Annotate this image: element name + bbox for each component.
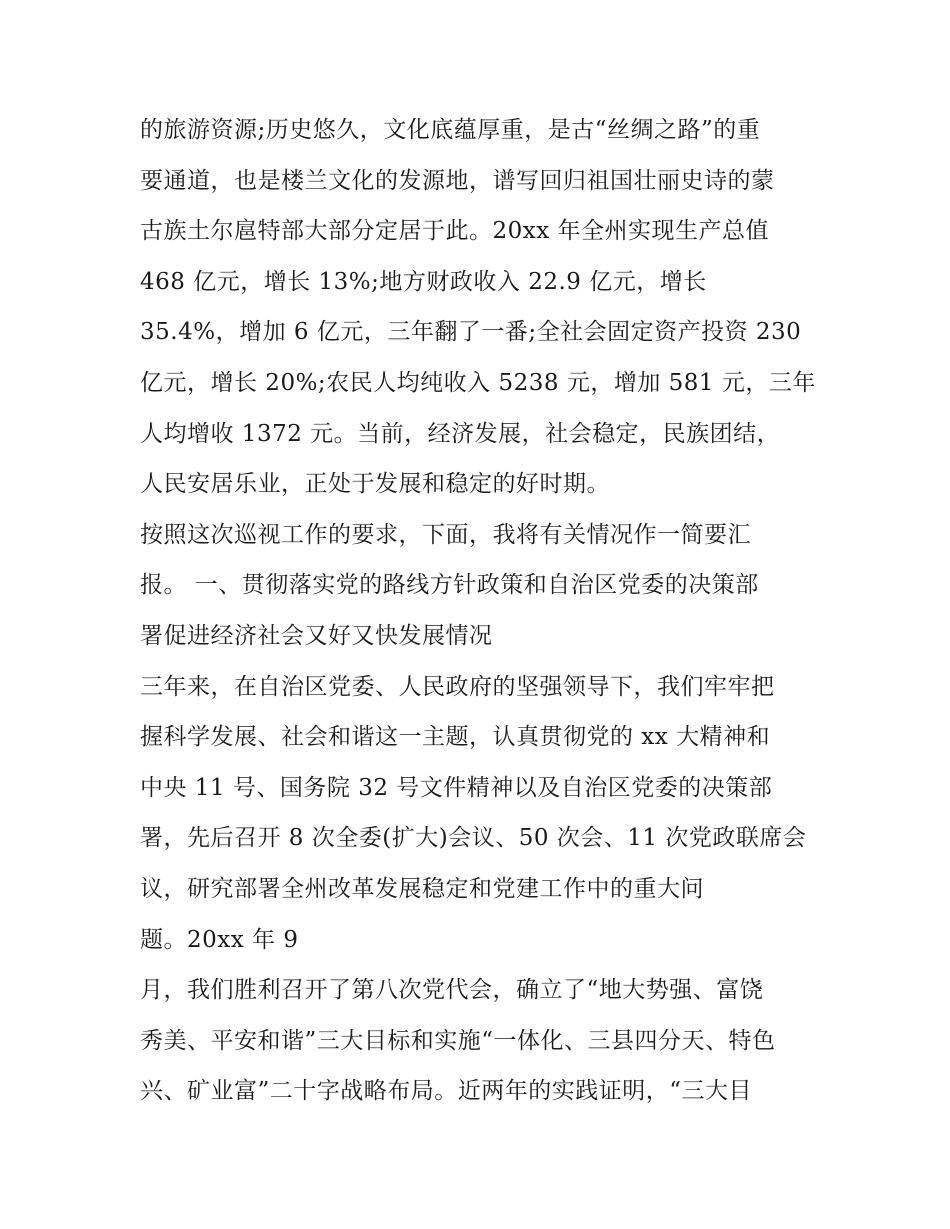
text-line: 人均增收 1372 元。当前，经济发展，社会稳定，民族团结，	[140, 420, 781, 447]
text-line: 按照这次巡视工作的要求，下面，我将有关情况作一简要汇	[140, 521, 751, 548]
text-line: 的旅游资源;历史悠久，文化底蕴厚重，是古“丝绸之路”的重	[140, 117, 761, 143]
text-line: 兴、矿业富”二十字战略布局。近两年的实践证明，“三大目	[140, 1078, 753, 1105]
text-line: 35.4%，增加 6 亿元，三年翻了一番;全社会固定资产投资 230	[140, 319, 802, 346]
text-line: 议，研究部署全州改革发展稳定和党建工作中的重大问	[140, 875, 704, 902]
text-line: 要通道，也是楼兰文化的发源地，谱写回归祖国壮丽史诗的蒙	[140, 167, 775, 194]
text-line: 署促进经济社会又好又快发展情况	[140, 622, 493, 649]
text-line: 题。20xx 年 9	[140, 926, 299, 953]
text-line: 亿元，增长 20%;农民人均纯收入 5238 元，增加 581 元，三年	[140, 369, 816, 396]
text-line: 报。 一、贯彻落实党的路线方针政策和自治区党委的决策部	[140, 572, 759, 599]
text-line: 468 亿元，增长 13%;地方财政收入 22.9 亿元，增长	[140, 268, 707, 295]
text-line: 三年来，在自治区党委、人民政府的坚强领导下，我们牢牢把	[140, 673, 775, 700]
text-line: 古族土尔扈特部大部分定居于此。20xx 年全州实现生产总值	[140, 218, 770, 245]
text-line: 署，先后召开 8 次全委(扩大)会议、50 次会、11 次党政联席会	[140, 825, 807, 852]
text-line: 人民安居乐业，正处于发展和稳定的好时期。	[140, 471, 610, 498]
text-line: 中央 11 号、国务院 32 号文件精神以及自治区党委的决策部	[140, 774, 773, 801]
text-line: 月，我们胜利召开了第八次党代会，确立了“地大势强、富饶	[140, 977, 764, 1004]
text-line: 握科学发展、社会和谐这一主题，认真贯彻党的 xx 大精神和	[140, 724, 771, 751]
text-line: 秀美、平安和谐”三大目标和实施“一体化、三县四分天、特色	[140, 1027, 776, 1054]
body-text	[140, 105, 840, 1117]
